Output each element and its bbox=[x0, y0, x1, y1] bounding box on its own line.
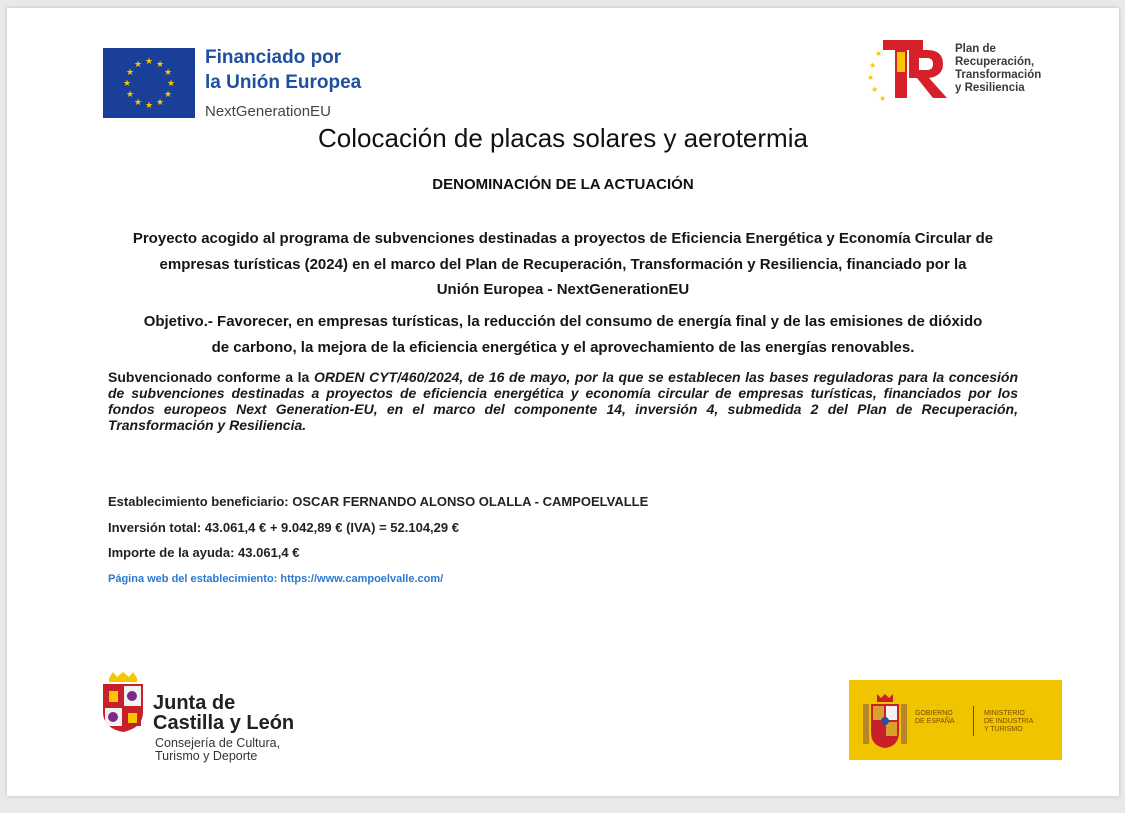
paragraph-line: Objetivo.- Favorecer, en empresas turísticas, la reducción del consumo de energía final y de las emisiones de dióxido bbox=[143, 313, 983, 330]
junta-department-line2: Turismo y Deporte bbox=[155, 749, 258, 763]
svg-text:★: ★ bbox=[122, 79, 132, 89]
aid-amount-line: Importe de la ayuda: 43.061,4 € bbox=[108, 545, 300, 560]
castilla-leon-shield-icon bbox=[99, 672, 147, 732]
page-title: Colocación de placas solares y aerotermia bbox=[318, 123, 808, 153]
eu-flag-logo bbox=[103, 48, 195, 118]
ministerio-line1: MINISTERIO bbox=[984, 710, 1025, 717]
website-link[interactable]: Página web del establecimiento: https://www.campoelvalle.com/ bbox=[108, 573, 444, 585]
prtr-logo-text bbox=[955, 43, 1041, 95]
program-paragraph bbox=[102, 226, 1024, 303]
paragraph-line: Unión Europea - NextGenerationEU bbox=[436, 281, 690, 298]
svg-text:★: ★ bbox=[879, 94, 887, 102]
objective-paragraph bbox=[102, 309, 1024, 360]
beneficiary-line: Establecimiento beneficiario: OSCAR FERNANDO ALONSO OLALLA - CAMPOELVALLE bbox=[108, 494, 649, 509]
eu-logo-line2: la Unión Europea bbox=[205, 72, 362, 93]
legal-prefix: Subvencionado conforme a la bbox=[108, 369, 314, 385]
paragraph-line: Proyecto acogido al programa de subvenciones destinadas a proyectos de Eficiencia Energética y Economía Circular de bbox=[132, 230, 994, 247]
paragraph-line: de carbono, la mejora de la eficiencia energética y el aprovechamiento de las energías renovables. bbox=[211, 338, 915, 356]
ministerio-line2: DE INDUSTRIA bbox=[984, 718, 1034, 725]
investment-line: Inversión total: 43.061,4 € + 9.042,89 € (IVA) = 52.104,29 € bbox=[108, 520, 459, 535]
prtr-line: Recuperación, bbox=[955, 56, 1035, 68]
section-heading: DENOMINACIÓN DE LA ACTUACIÓN bbox=[432, 176, 694, 193]
svg-text:★: ★ bbox=[144, 101, 154, 111]
gobierno-divider bbox=[973, 706, 974, 736]
prtr-logo-icon bbox=[861, 38, 951, 102]
legal-paragraph bbox=[108, 369, 1018, 433]
document-page bbox=[7, 8, 1119, 796]
junta-name-line1: Junta de bbox=[153, 692, 236, 714]
gobierno-line1: GOBIERNO bbox=[915, 710, 953, 717]
junta-department-line1: Consejería de Cultura, bbox=[155, 736, 281, 750]
svg-text:★: ★ bbox=[155, 60, 165, 70]
junta-name-line2: Castilla y León bbox=[153, 712, 295, 734]
svg-text:★: ★ bbox=[144, 57, 154, 67]
svg-text:★: ★ bbox=[875, 49, 883, 58]
ministerio-line3: Y TURISMO bbox=[984, 726, 1023, 733]
gobierno-line2: DE ESPAÑA bbox=[915, 718, 955, 725]
spain-coat-of-arms-icon bbox=[861, 692, 909, 750]
svg-text:★: ★ bbox=[133, 60, 143, 70]
prtr-line: y Resiliencia bbox=[955, 82, 1025, 94]
svg-text:★: ★ bbox=[155, 98, 165, 108]
svg-text:★: ★ bbox=[163, 90, 173, 100]
svg-text:★: ★ bbox=[133, 98, 143, 108]
svg-text:★: ★ bbox=[163, 68, 173, 78]
legal-order-reference: ORDEN CYT/460/2024, de 16 de mayo, por la que se establecen las bases reguladoras para la concesión de subvenciones destinadas a proyectos de eficiencia energética y economía circular de empresas turísticas, financiados por los fondos europeos Next Generation-EU, en el marco del componente 14, inversión 4, submedida 2 del Plan de Recuperación, Transformación y Resiliencia. bbox=[108, 369, 1018, 433]
svg-text:★: ★ bbox=[125, 90, 135, 100]
svg-text:★: ★ bbox=[166, 79, 176, 89]
paragraph-line: empresas turísticas (2024) en el marco del Plan de Recuperación, Transformación y Resiliencia, financiado por la bbox=[159, 255, 967, 273]
prtr-line: Transformación bbox=[955, 69, 1042, 81]
svg-text:★: ★ bbox=[869, 61, 877, 70]
prtr-line: Plan de bbox=[955, 43, 996, 55]
svg-text:★: ★ bbox=[867, 73, 875, 82]
svg-text:★: ★ bbox=[871, 85, 879, 94]
eu-logo-line1: Financiado por bbox=[205, 47, 342, 68]
eu-logo-line3: NextGenerationEU bbox=[205, 103, 331, 120]
svg-text:★: ★ bbox=[125, 68, 135, 78]
